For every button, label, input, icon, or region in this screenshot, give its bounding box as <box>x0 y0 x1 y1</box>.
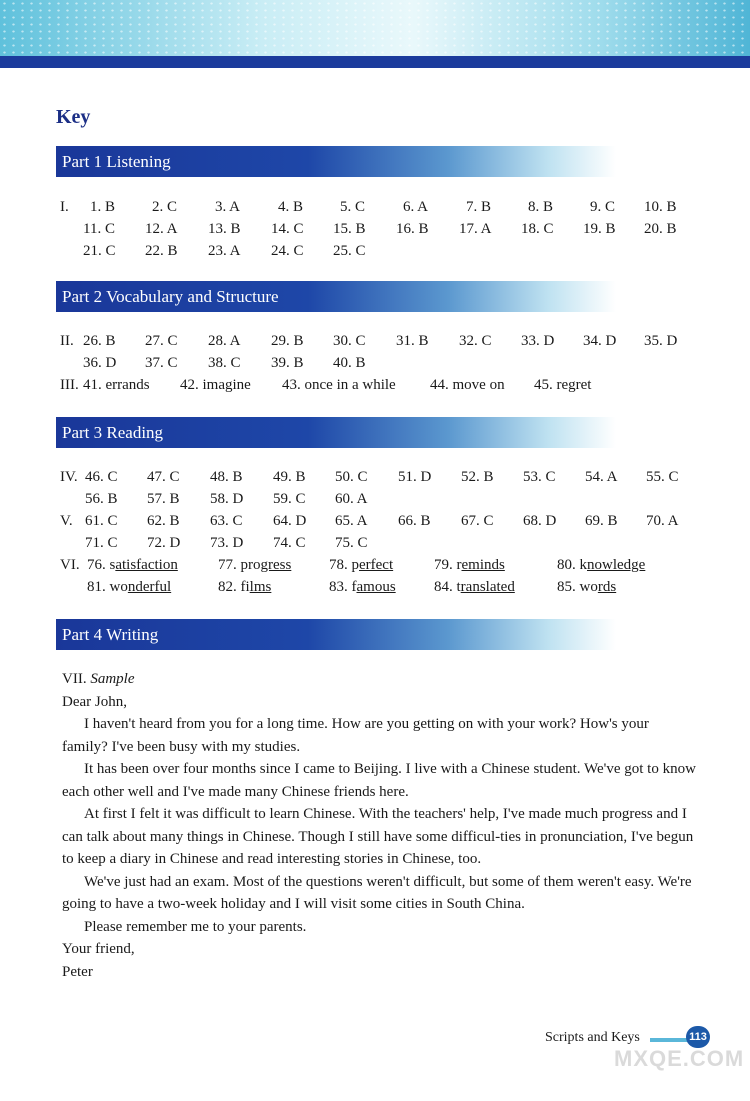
answer-84: 84. translated <box>434 579 515 595</box>
answer-6: 6. A <box>403 199 429 215</box>
letter-closing: Your friend, <box>62 941 135 957</box>
answer-74: 74. C <box>273 535 306 551</box>
answer-80: 80. knowledge <box>557 557 646 573</box>
answer-16: 16. B <box>396 221 429 237</box>
answer-35: 35. D <box>644 333 678 349</box>
letter-paragraph-4: We've just had an exam. Most of the questions weren't difficult, but some of them weren't easy. We're going to have a two-week holiday and I will visit some cities in South China. <box>62 873 692 912</box>
part-2-header: Part 2 Vocabulary and Structure <box>56 281 616 312</box>
answer-76: 76. satisfaction <box>87 557 178 573</box>
answer-71: 71. C <box>85 535 118 551</box>
answer-row-ii-1 <box>0 330 750 352</box>
watermark: MXQE.COM <box>614 1046 745 1071</box>
answer-25: 25. C <box>333 243 366 259</box>
answer-17: 17. A <box>459 221 492 237</box>
answer-67: 67. C <box>461 513 494 529</box>
answer-39: 39. B <box>271 355 304 371</box>
footer-line <box>650 1038 690 1042</box>
answer-32: 32. C <box>459 333 492 349</box>
answer-55: 55. C <box>646 469 679 485</box>
answer-28: 28. A <box>208 333 241 349</box>
answer-85: 85. words <box>557 579 617 595</box>
answer-row-v-1 <box>0 510 750 532</box>
answer-45: 45. regret <box>534 377 592 393</box>
answer-48: 48. B <box>210 469 243 485</box>
part-1-header: Part 1 Listening <box>56 146 616 177</box>
answer-33: 33. D <box>521 333 555 349</box>
footer-label: Scripts and Keys <box>545 1030 640 1045</box>
answer-79: 79. reminds <box>434 557 505 573</box>
letter-signature: Peter <box>62 963 93 980</box>
answer-row-ii-2 <box>0 352 750 374</box>
answer-15: 15. B <box>333 221 366 237</box>
sample-label: VII. Sample <box>62 671 135 687</box>
letter-paragraph-3: At first I felt it was difficult to learn Chinese. With the teachers' help, I've made much progress and I can talk about many things in Chinese. Though I still have some difficul-ties in pronunciation, I've begun to keep a diary in Chinese and read interesting stories in Chinese, too. <box>62 806 694 867</box>
part-3-header: Part 3 Reading <box>56 417 616 448</box>
answer-36: 36. D <box>83 355 117 371</box>
answer-row-iv-1 <box>0 466 750 488</box>
answer-57: 57. B <box>147 491 180 507</box>
answer-row-vi-2 <box>0 576 750 598</box>
answer-51: 51. D <box>398 469 432 485</box>
answer-59: 59. C <box>273 491 306 507</box>
answer-29: 29. B <box>271 333 304 349</box>
answer-10: 10. B <box>644 199 677 215</box>
answer-73: 73. D <box>210 535 244 551</box>
answer-27: 27. C <box>145 333 178 349</box>
answer-38: 38. C <box>208 355 241 371</box>
answer-row-i-1 <box>0 196 750 218</box>
answer-43: 43. once in a while <box>282 377 396 393</box>
section-label-vi: VI. <box>60 557 80 573</box>
sample-letter <box>62 668 697 983</box>
answer-46: 46. C <box>85 469 118 485</box>
answer-61: 61. C <box>85 513 118 529</box>
answer-row-v-2 <box>0 532 750 554</box>
answer-row-iii <box>0 374 750 396</box>
answer-1: 1. B <box>90 199 116 215</box>
answer-69: 69. B <box>585 513 618 529</box>
section-label-i: I. <box>60 199 69 215</box>
answer-18: 18. C <box>521 221 554 237</box>
answer-7: 7. B <box>466 199 492 215</box>
answer-77: 77. progress <box>218 557 292 573</box>
answer-21: 21. C <box>83 243 116 259</box>
answer-24: 24. C <box>271 243 304 259</box>
answer-34: 34. D <box>583 333 617 349</box>
answer-2: 2. C <box>152 199 178 215</box>
answer-19: 19. B <box>583 221 616 237</box>
answer-3: 3. A <box>215 199 241 215</box>
answer-9: 9. C <box>590 199 616 215</box>
answer-5: 5. C <box>340 199 366 215</box>
letter-paragraph-1: I haven't heard from you for a long time. How are you getting on with your work? How's your family? I've been busy with my studies. <box>62 716 649 755</box>
answer-56: 56. B <box>85 491 118 507</box>
letter-greeting: Dear John, <box>62 693 127 710</box>
answer-41: 41. errands <box>83 377 150 393</box>
answer-row-i-3 <box>0 240 750 262</box>
section-label-ii: II. <box>60 333 74 349</box>
answer-63: 63. C <box>210 513 243 529</box>
answer-23: 23. A <box>208 243 241 259</box>
answer-12: 12. A <box>145 221 178 237</box>
answer-75: 75. C <box>335 535 368 551</box>
letter-paragraph-2: It has been over four months since I came to Beijing. I live with a Chinese student. We've got to know each other well and I've made many Chinese friends here. <box>62 761 696 800</box>
answer-52: 52. B <box>461 469 494 485</box>
section-label-iv: IV. <box>60 469 78 485</box>
answer-66: 66. B <box>398 513 431 529</box>
answer-4: 4. B <box>278 199 304 215</box>
answer-37: 37. C <box>145 355 178 371</box>
answer-72: 72. D <box>147 535 181 551</box>
answer-11: 11. C <box>83 221 115 237</box>
answer-82: 82. films <box>218 579 272 595</box>
answer-50: 50. C <box>335 469 368 485</box>
answer-row-vi-1 <box>0 554 750 576</box>
answer-13: 13. B <box>208 221 241 237</box>
answer-81: 81. wonderful <box>87 579 172 595</box>
answer-31: 31. B <box>396 333 429 349</box>
answer-58: 58. D <box>210 491 244 507</box>
answer-22: 22. B <box>145 243 178 259</box>
section-label-v: V. <box>60 513 73 529</box>
answer-26: 26. B <box>83 333 116 349</box>
answer-8: 8. B <box>528 199 554 215</box>
answer-49: 49. B <box>273 469 306 485</box>
page-number: 113 <box>686 1026 710 1048</box>
answer-65: 65. A <box>335 513 368 529</box>
answer-40: 40. B <box>333 355 366 371</box>
page-title: Key <box>56 106 91 128</box>
answer-70: 70. A <box>646 513 679 529</box>
answer-row-iv-2 <box>0 488 750 510</box>
answer-14: 14. C <box>271 221 304 237</box>
top-decorative-band <box>0 0 750 58</box>
letter-paragraph-5: Please remember me to your parents. <box>84 918 307 935</box>
answer-42: 42. imagine <box>180 377 251 393</box>
answer-83: 83. famous <box>329 579 396 595</box>
answer-54: 54. A <box>585 469 618 485</box>
answer-44: 44. move on <box>430 377 505 393</box>
answer-60: 60. A <box>335 491 368 507</box>
answer-64: 64. D <box>273 513 307 529</box>
answer-68: 68. D <box>523 513 557 529</box>
part-4-header: Part 4 Writing <box>56 619 616 650</box>
answer-47: 47. C <box>147 469 180 485</box>
answer-78: 78. perfect <box>329 557 394 573</box>
answer-20: 20. B <box>644 221 677 237</box>
answer-62: 62. B <box>147 513 180 529</box>
top-rule <box>0 56 750 68</box>
answer-53: 53. C <box>523 469 556 485</box>
section-label-iii: III. <box>60 377 79 393</box>
answer-row-i-2 <box>0 218 750 240</box>
answer-30: 30. C <box>333 333 366 349</box>
